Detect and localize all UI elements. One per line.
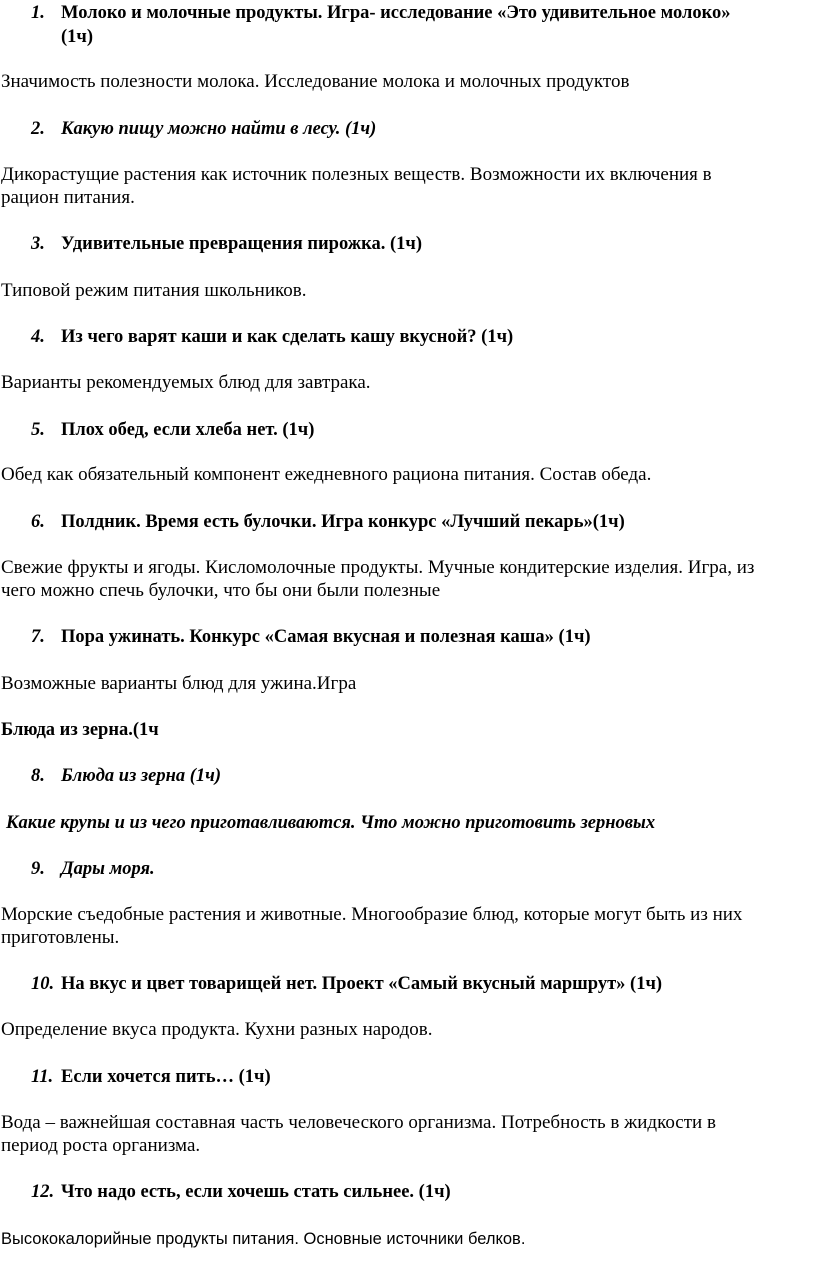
item-6-title: Полдник. Время есть булочки. Игра конкурс «Лучший пекарь»(1ч) — [61, 512, 625, 532]
item-8-title: Блюда из зерна (1ч) — [61, 766, 222, 786]
section-note: Блюда из зерна.(1ч — [1, 720, 159, 740]
item-5-description: Обед как обязательный компонент ежедневного рациона питания. Состав обеда. — [1, 464, 652, 485]
item-6-description: Свежие фрукты и ягоды. Кисломолочные продукты. Мучные кондитерские изделия. Игра, из — [1, 557, 755, 578]
item-3-title: Удивительные превращения пирожка. (1ч) — [61, 234, 423, 254]
item-12-number: 12. — [31, 1182, 55, 1202]
item-11-title: Если хочется пить… (1ч) — [61, 1067, 271, 1087]
item-7-description: Возможные варианты блюд для ужина.Игра — [1, 673, 357, 694]
item-1-title: Молоко и молочные продукты. Игра- исследование «Это удивительное молоко» — [61, 3, 731, 23]
item-11-number: 11. — [31, 1067, 54, 1087]
item-12-title: Что надо есть, если хочешь стать сильнее. (1ч) — [61, 1182, 451, 1202]
item-3-number: 3. — [31, 234, 45, 254]
item-1-description: Значимость полезности молока. Исследование молока и молочных продуктов — [1, 71, 630, 92]
item-1-number: 1. — [31, 3, 45, 23]
item-8-description: Какие крупы и из чего приготавливаются. Что можно приготовить зерновых — [6, 813, 656, 833]
item-2-title: Какую пищу можно найти в лесу. (1ч) — [61, 119, 377, 139]
item-4-description: Варианты рекомендуемых блюд для завтрака. — [1, 372, 371, 393]
item-10-number: 10. — [31, 974, 55, 994]
item-2-description-cont: рацион питания. — [1, 187, 135, 208]
item-12-description: Высококалорийные продукты питания. Основные источники белков. — [1, 1230, 526, 1248]
item-2-description: Дикорастущие растения как источник полезных веществ. Возможности их включения в — [1, 164, 712, 185]
item-7-title: Пора ужинать. Конкурс «Самая вкусная и полезная каша» (1ч) — [61, 627, 591, 647]
item-9-title: Дары моря. — [61, 859, 155, 879]
item-5-title: Плох обед, если хлеба нет. (1ч) — [61, 420, 315, 440]
item-8-number: 8. — [31, 766, 45, 786]
item-6-description-cont: чего можно спечь булочки, что бы они были полезные — [1, 580, 441, 601]
item-6-number: 6. — [31, 512, 45, 532]
item-11-description: Вода – важнейшая составная часть человеческого организма. Потребность в жидкости в — [1, 1112, 716, 1133]
item-11-description-cont: период роста организма. — [1, 1135, 201, 1156]
item-9-description: Морские съедобные растения и животные. Многообразие блюд, которые могут быть из них — [1, 904, 743, 925]
item-3-description: Типовой режим питания школьников. — [1, 280, 307, 301]
item-9-number: 9. — [31, 859, 45, 879]
item-7-number: 7. — [31, 627, 45, 647]
item-2-number: 2. — [31, 119, 45, 139]
item-4-number: 4. — [31, 327, 45, 347]
item-9-description-cont: приготовлены. — [1, 927, 120, 948]
item-10-description: Определение вкуса продукта. Кухни разных народов. — [1, 1019, 433, 1040]
item-1-title-cont: (1ч) — [61, 27, 94, 47]
item-10-title: На вкус и цвет товарищей нет. Проект «Самый вкусный маршрут» (1ч) — [61, 974, 663, 994]
item-4-title: Из чего варят каши и как сделать кашу вкусной? (1ч) — [61, 327, 514, 347]
item-5-number: 5. — [31, 420, 45, 440]
